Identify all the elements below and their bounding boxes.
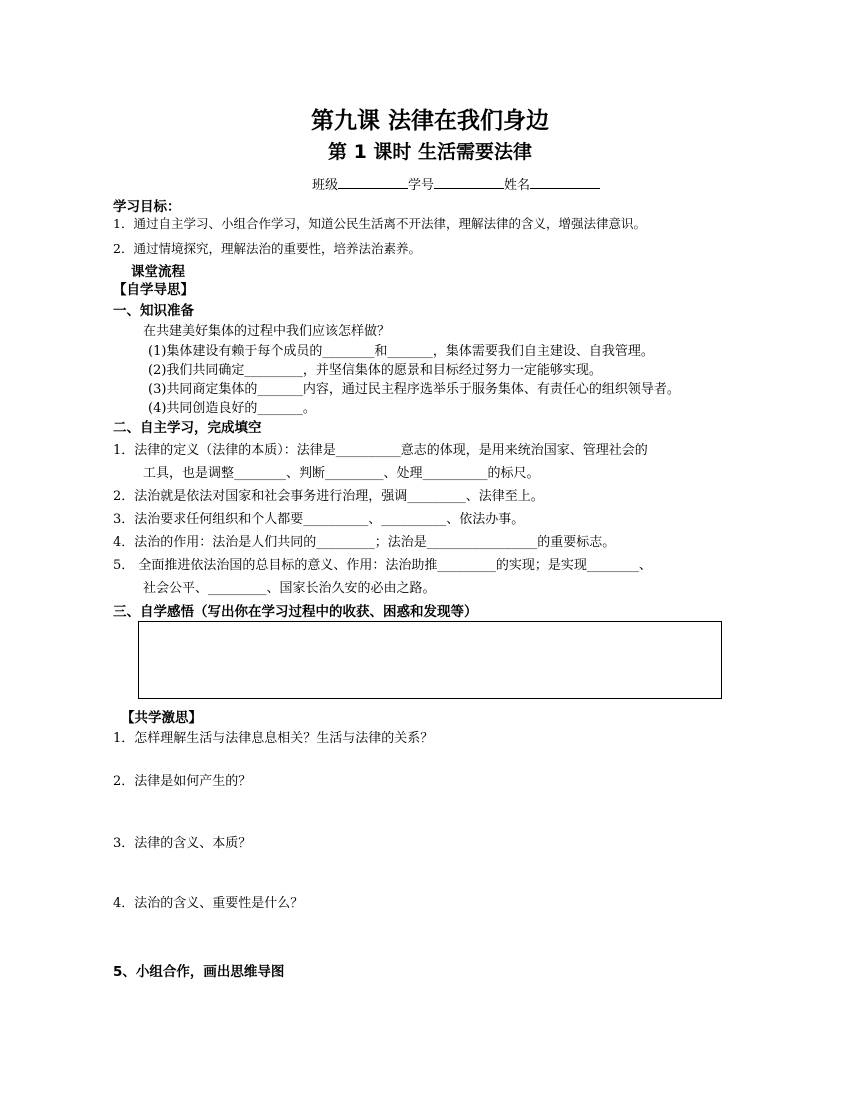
fill-blank-item: 4．法治的作用：法治是人们共同的_________；法治是_________________的重要标志。	[113, 535, 616, 550]
name-label: 姓名	[504, 178, 531, 193]
student-id-label: 学号	[408, 178, 435, 193]
discussion-question: 4．法治的含义、重要性是什么？	[113, 896, 304, 911]
mind-map-heading: 5、小组合作，画出思维导图	[113, 964, 285, 980]
page-title: 第九课 法律在我们身边	[310, 108, 549, 134]
fill-blank-item: (2)我们共同确定_________，并坚信集体的愿景和目标经过努力一定能够实现。	[148, 363, 602, 378]
fill-blank-item: (4)共同创造良好的_______。	[148, 401, 316, 416]
objective-item: 1．通过自主学习、小组合作学习，知道公民生活离不开法律，理解法律的含义，增强法律意识。	[113, 216, 646, 231]
co-study-heading: 【共学激思】	[121, 710, 202, 726]
section-self-learning-heading: 二、自主学习，完成填空	[113, 420, 262, 436]
self-study-heading: 【自学导思】	[113, 282, 194, 298]
student-id-blank[interactable]	[434, 176, 504, 189]
fill-blank-item: 社会公平、_________、国家长治久安的必由之路。	[143, 581, 436, 596]
fill-blank-item: 1．法律的定义（法律的本质）：法律是__________意志的体现，是用来统治国家、管理社会的	[113, 443, 648, 458]
reflection-box[interactable]	[138, 621, 722, 699]
page-subtitle: 第 1 课时 生活需要法律	[327, 141, 533, 163]
objective-item: 2．通过情境探究，理解法治的重要性，培养法治素养。	[113, 241, 421, 256]
fill-blank-item: 3．法治要求任何组织和个人都要__________、__________、依法办事。	[113, 512, 525, 527]
flow-heading: 课堂流程	[131, 264, 185, 280]
class-blank[interactable]	[338, 176, 408, 189]
fill-blank-item: 5． 全面推进依法治国的总目标的意义、作用：法治助推_________的实现；是实现________、	[113, 558, 652, 573]
discussion-question: 2．法律是如何产生的？	[113, 774, 252, 789]
section-knowledge-heading: 一、知识准备	[113, 303, 194, 319]
discussion-question: 1．怎样理解生活与法律息息相关？生活与法律的关系？	[113, 731, 434, 746]
name-blank[interactable]	[530, 176, 600, 189]
fill-blank-item: (3)共同商定集体的_______内容，通过民主程序选举乐于服务集体、有责任心的组织领导者。	[148, 382, 680, 397]
section-reflection-heading: 三、自学感悟（写出你在学习过程中的收获、困惑和发现等）	[113, 604, 478, 620]
class-label: 班级	[312, 178, 339, 193]
student-info-line	[312, 174, 600, 193]
fill-blank-item: 工具，也是调整________、判断_________、处理__________的标尺。	[143, 466, 540, 481]
fill-blank-item: 2．法治就是依法对国家和社会事务进行治理，强调_________、法律至上。	[113, 489, 544, 504]
knowledge-question: 在共建美好集体的过程中我们应该怎样做？	[143, 324, 391, 339]
fill-blank-item: (1)集体建设有赖于每个成员的________和_______，集体需要我们自主建设、自我管理。	[148, 344, 654, 359]
discussion-question: 3．法律的含义、本质？	[113, 836, 252, 851]
objectives-heading: 学习目标：	[113, 199, 181, 215]
